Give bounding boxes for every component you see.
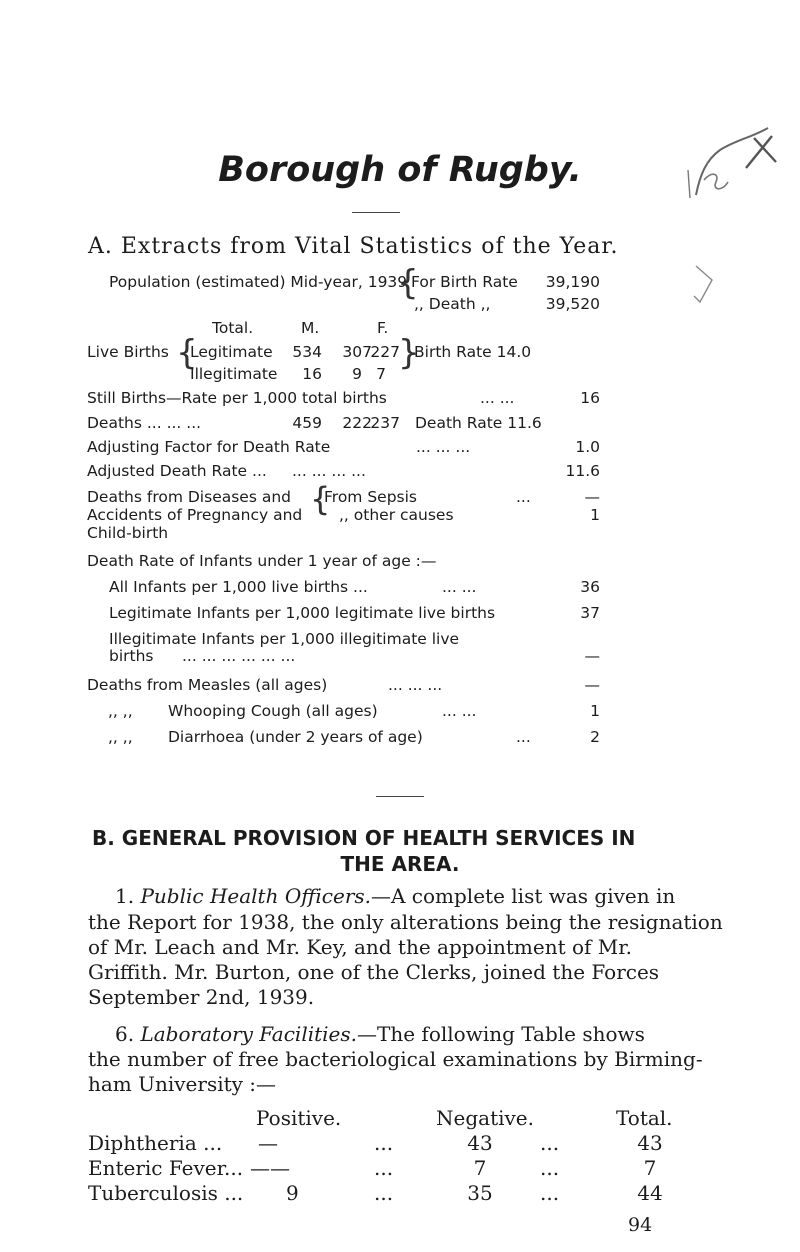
col-m: M. (301, 319, 320, 337)
all-infants-label: All Infants per 1,000 live births ... (109, 578, 368, 596)
para6-text1: —The following Table shows (357, 1022, 645, 1046)
para1-title: Public Health Officers. (140, 884, 371, 908)
lab-row-negative: 7 (473, 1156, 487, 1180)
pop-death-label: ,, Death ,, (414, 295, 491, 313)
para1-line4: Griffith. Mr. Burton, one of the Clerks, joined the Forces (88, 960, 660, 984)
lab-row-total: 44 (637, 1181, 663, 1205)
para6-number: 6. (115, 1022, 135, 1046)
other-causes-value: 1 (590, 506, 600, 524)
pregnancy-brace: { (310, 480, 331, 518)
legit-total: 534 (292, 343, 322, 361)
pregnancy-deaths-line3: Child-birth (87, 524, 169, 542)
infants-heading: Death Rate of Infants under 1 year of age :— (87, 552, 437, 570)
population-brace: { (397, 263, 419, 303)
measles-leader: ... ... ... (388, 676, 443, 694)
from-sepsis-label: From Sepsis (324, 488, 417, 506)
all-infants-value: 36 (580, 578, 600, 596)
deaths-total: 459 (292, 414, 322, 432)
whooping-ditto: ,, ,, (108, 702, 133, 720)
page-title: Borough of Rugby. (218, 150, 582, 190)
illeg-infants-leader: ... ... ... ... ... ... (182, 647, 296, 665)
illeg-m: 9 (352, 365, 362, 383)
adjusted-death-rate-value: 11.6 (565, 462, 600, 480)
section-a-heading: A. Extracts from Vital Statistics of the Year. (88, 234, 619, 259)
page-number: 94 (628, 1214, 653, 1236)
from-sepsis-value: — (584, 488, 600, 506)
lab-row-sep: ... (374, 1181, 394, 1205)
para1-text1: —A complete list was given in (371, 884, 676, 908)
illeg-infants-line2: births (109, 647, 154, 665)
pregnancy-deaths-line1: Deaths from Diseases and (87, 488, 291, 506)
live-births-brace: { (176, 333, 198, 373)
col-total: Total. (212, 319, 254, 337)
deaths-m: 222 (342, 414, 372, 432)
deaths-f: 237 (370, 414, 400, 432)
still-births-label: Still Births—Rate per 1,000 total births (87, 389, 387, 407)
all-infants-leader: ... ... (442, 578, 477, 596)
lab-header-negative: Negative. (436, 1106, 534, 1130)
lab-row-sep: ... (540, 1156, 560, 1180)
illeg-infants-line1: Illegitimate Infants per 1,000 illegitimate live (109, 630, 460, 648)
para6-line1 (115, 1022, 645, 1046)
lab-row-positive: —— (250, 1156, 290, 1180)
lab-row-label: Enteric Fever... (88, 1156, 244, 1180)
still-births-value: 16 (580, 389, 600, 407)
legit-infants-value: 37 (580, 604, 600, 622)
diarrhoea-label: Diarrhoea (under 2 years of age) (168, 728, 423, 746)
pregnancy-deaths-line2: Accidents of Pregnancy and (87, 506, 303, 524)
live-births-label: Live Births (87, 343, 169, 361)
diarrhoea-leader: ... (516, 728, 531, 746)
pop-birth-value: 39,190 (545, 273, 600, 291)
adjusting-factor-label: Adjusting Factor for Death Rate (87, 438, 331, 456)
legit-f: 227 (370, 343, 400, 361)
section-divider (376, 796, 424, 797)
adjusting-factor-leader: ... ... ... (416, 438, 471, 456)
lab-row-label: Tuberculosis ... (88, 1181, 244, 1205)
lab-row-sep: ... (540, 1131, 560, 1155)
birth-rate-brace: } (398, 333, 420, 373)
adjusted-death-rate-leader: ... ... ... ... (292, 462, 366, 480)
section-b-heading-line2: THE AREA. (340, 852, 460, 876)
para1-line2: the Report for 1938, the only alterations being the resignation (88, 910, 723, 934)
whooping-leader: ... ... (442, 702, 477, 720)
other-causes-label: ,, other causes (339, 506, 454, 524)
illeg-total: 16 (302, 365, 322, 383)
illeg-infants-value: — (584, 647, 600, 665)
lab-header-total: Total. (616, 1106, 673, 1130)
pop-death-value: 39,520 (545, 295, 600, 313)
measles-label: Deaths from Measles (all ages) (87, 676, 328, 694)
para1-number: 1. (115, 884, 135, 908)
lab-row-negative: 43 (467, 1131, 493, 1155)
whooping-value: 1 (590, 702, 600, 720)
illeg-f: 7 (376, 365, 386, 383)
lab-row-negative: 35 (467, 1181, 493, 1205)
para1-line1 (115, 884, 675, 908)
lab-row-sep: ... (540, 1181, 560, 1205)
para1-line5: September 2nd, 1939. (88, 985, 315, 1009)
from-sepsis-leader: ... (516, 488, 531, 506)
margin-tick (690, 262, 720, 312)
pop-birth-label: For Birth Rate (411, 273, 518, 291)
whooping-label: Whooping Cough (all ages) (168, 702, 378, 720)
measles-value: — (584, 676, 600, 694)
illegitimate-label: Illegitimate (190, 365, 278, 383)
lab-row-sep: ... (374, 1131, 394, 1155)
adjusting-factor-value: 1.0 (575, 438, 600, 456)
lab-header-positive: Positive. (256, 1106, 342, 1130)
para6-title: Laboratory Facilities. (140, 1022, 358, 1046)
handwritten-mark (676, 120, 786, 200)
legit-infants-label: Legitimate Infants per 1,000 legitimate live births (109, 604, 496, 622)
lab-row-label: Diphtheria ... (88, 1131, 223, 1155)
lab-row-total: 7 (643, 1156, 657, 1180)
deaths-label: Deaths ... ... ... (87, 414, 202, 432)
lab-row-total: 43 (637, 1131, 663, 1155)
still-births-leader: ... ... (480, 389, 515, 407)
birth-rate: Birth Rate 14.0 (414, 343, 532, 361)
col-f: F. (377, 319, 389, 337)
adjusted-death-rate-label: Adjusted Death Rate ... (87, 462, 267, 480)
section-b-heading-line1: B. GENERAL PROVISION OF HEALTH SERVICES IN (92, 826, 636, 850)
lab-row-positive: — (258, 1131, 278, 1155)
title-rule (352, 212, 400, 213)
legit-m: 307 (342, 343, 372, 361)
legitimate-label: Legitimate (190, 343, 273, 361)
diarrhoea-value: 2 (590, 728, 600, 746)
death-rate: Death Rate 11.6 (415, 414, 542, 432)
diarrhoea-ditto: ,, ,, (108, 728, 133, 746)
para6-line2: the number of free bacteriological examinations by Birming- (88, 1047, 703, 1071)
lab-row-positive: 9 (286, 1181, 299, 1205)
lab-row-sep: ... (374, 1156, 394, 1180)
para1-line3: of Mr. Leach and Mr. Key, and the appointment of Mr. (88, 935, 632, 959)
para6-line3: ham University :— (88, 1072, 277, 1096)
population-label: Population (estimated) Mid-year, 1939 (109, 273, 408, 291)
